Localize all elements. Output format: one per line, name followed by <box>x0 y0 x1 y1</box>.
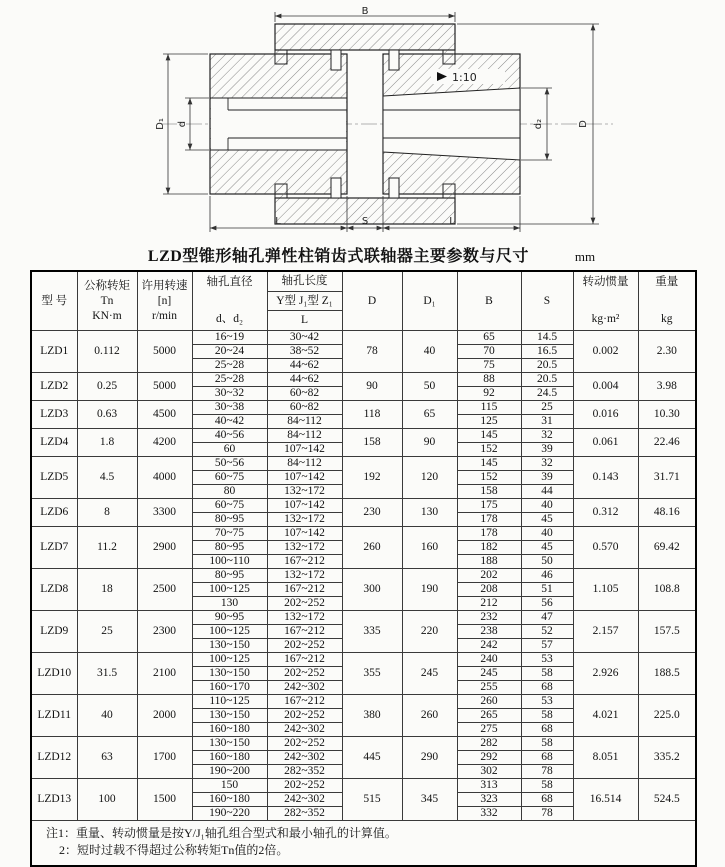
weight-cell: 108.8 <box>638 569 696 611</box>
inertia-cell: 0.570 <box>573 527 638 569</box>
length-range-cell: 30~42 <box>267 331 342 345</box>
speed-cell: 5000 <box>137 331 192 373</box>
torque-cell: 4.5 <box>77 457 137 499</box>
length-range-cell: 202~252 <box>267 597 342 611</box>
speed-cell: 2300 <box>137 611 192 653</box>
gap-S-cell: 39 <box>521 471 573 485</box>
torque-cell: 0.25 <box>77 373 137 401</box>
width-B-cell: 152 <box>457 471 521 485</box>
bore-range-cell: 150 <box>192 779 267 793</box>
bore-range-cell: 100~125 <box>192 583 267 597</box>
bore-range-cell: 100~110 <box>192 555 267 569</box>
inertia-cell: 0.143 <box>573 457 638 499</box>
bore-range-cell: 20~24 <box>192 345 267 359</box>
width-B-cell: 275 <box>457 723 521 737</box>
width-B-cell: 178 <box>457 527 521 541</box>
diameter-D1-cell: 260 <box>402 695 457 737</box>
diameter-D1-cell: 220 <box>402 611 457 653</box>
torque-cell: 25 <box>77 611 137 653</box>
width-B-cell: 145 <box>457 429 521 443</box>
model-cell: LZD13 <box>31 779 77 821</box>
gap-S-cell: 56 <box>521 597 573 611</box>
table-body <box>31 331 696 867</box>
table-notes <box>31 821 696 867</box>
header-D: D <box>342 271 402 331</box>
note-line: 注1：重量、转动惯量是按Y/J₁轴孔组合型式和最小轴孔的计算值。 <box>46 826 397 840</box>
length-range-cell: 107~142 <box>267 471 342 485</box>
speed-cell: 4500 <box>137 401 192 429</box>
diameter-D1-cell: 130 <box>402 499 457 527</box>
table-row <box>31 499 696 513</box>
elastic-pin <box>389 50 399 70</box>
header-S: S <box>521 271 573 331</box>
bore-range-cell: 90~95 <box>192 611 267 625</box>
length-range-cell: 107~142 <box>267 443 342 457</box>
length-range-cell: 107~142 <box>267 527 342 541</box>
width-B-cell: 188 <box>457 555 521 569</box>
bore-range-cell: 80~95 <box>192 569 267 583</box>
bore-range-cell: 25~28 <box>192 373 267 387</box>
width-B-cell: 245 <box>457 667 521 681</box>
width-B-cell: 238 <box>457 625 521 639</box>
title-row <box>0 243 725 266</box>
length-range-cell: 44~62 <box>267 373 342 387</box>
weight-cell: 524.5 <box>638 779 696 821</box>
speed-cell: 2900 <box>137 527 192 569</box>
gap-S-cell: 44 <box>521 485 573 499</box>
width-B-cell: 332 <box>457 807 521 821</box>
bore-range-cell: 30~32 <box>192 387 267 401</box>
width-B-cell: 65 <box>457 331 521 345</box>
torque-cell: 0.112 <box>77 331 137 373</box>
length-range-cell: 38~52 <box>267 345 342 359</box>
taper-ratio-label: 1:10 <box>452 71 477 84</box>
weight-cell: 2.30 <box>638 331 696 373</box>
bore-range-cell: 160~180 <box>192 793 267 807</box>
gap-S-cell: 68 <box>521 723 573 737</box>
diameter-D-cell: 260 <box>342 527 402 569</box>
length-range-cell: 132~172 <box>267 513 342 527</box>
diameter-D1-cell: 345 <box>402 779 457 821</box>
model-cell: LZD6 <box>31 499 77 527</box>
width-B-cell: 92 <box>457 387 521 401</box>
weight-cell: 335.2 <box>638 737 696 779</box>
torque-cell: 0.63 <box>77 401 137 429</box>
speed-cell: 5000 <box>137 373 192 401</box>
header-model: 型 号 <box>31 271 77 331</box>
dim-label-B: B <box>361 6 369 17</box>
speed-cell: 3300 <box>137 499 192 527</box>
length-range-cell: 167~212 <box>267 695 342 709</box>
bore-range-cell: 60~75 <box>192 499 267 513</box>
bore-range-cell: 190~200 <box>192 765 267 779</box>
diameter-D-cell: 380 <box>342 695 402 737</box>
width-B-cell: 240 <box>457 653 521 667</box>
length-range-cell: 202~252 <box>267 737 342 751</box>
dim-label-L-right: L <box>449 216 455 227</box>
bore-range-cell: 80 <box>192 485 267 499</box>
dim-label-D1: D₁ <box>155 118 166 130</box>
bore-range-cell: 60 <box>192 443 267 457</box>
dim-label-d2: d₂ <box>533 118 544 130</box>
weight-cell: 157.5 <box>638 611 696 653</box>
diameter-D1-cell: 160 <box>402 527 457 569</box>
length-range-cell: 84~112 <box>267 429 342 443</box>
weight-cell: 188.5 <box>638 653 696 695</box>
gap-S-cell: 47 <box>521 611 573 625</box>
inertia-cell: 2.157 <box>573 611 638 653</box>
width-B-cell: 242 <box>457 639 521 653</box>
width-B-cell: 282 <box>457 737 521 751</box>
gap-S-cell: 14.5 <box>521 331 573 345</box>
table-row <box>31 331 696 345</box>
coupling-drawing <box>135 6 635 241</box>
table-row <box>31 527 696 541</box>
diameter-D-cell: 192 <box>342 457 402 499</box>
table-row <box>31 695 696 709</box>
gap-S-cell: 68 <box>521 681 573 695</box>
bore-range-cell: 50~56 <box>192 457 267 471</box>
diameter-D1-cell: 190 <box>402 569 457 611</box>
torque-cell: 31.5 <box>77 653 137 695</box>
torque-cell: 1.8 <box>77 429 137 457</box>
length-range-cell: 84~112 <box>267 415 342 429</box>
gap-S-cell: 52 <box>521 625 573 639</box>
gap-S-cell: 68 <box>521 793 573 807</box>
gap-S-cell: 78 <box>521 765 573 779</box>
length-range-cell: 167~212 <box>267 555 342 569</box>
speed-cell: 4000 <box>137 457 192 499</box>
inertia-cell: 0.002 <box>573 331 638 373</box>
elastic-pin <box>331 178 341 198</box>
bore-range-cell: 100~125 <box>192 625 267 639</box>
width-B-cell: 115 <box>457 401 521 415</box>
speed-cell: 2000 <box>137 695 192 737</box>
length-range-cell: 202~252 <box>267 639 342 653</box>
gap-S-cell: 16.5 <box>521 345 573 359</box>
left-hub <box>210 54 347 194</box>
length-range-cell: 282~352 <box>267 765 342 779</box>
gap-S-cell: 45 <box>521 541 573 555</box>
torque-cell: 63 <box>77 737 137 779</box>
width-B-cell: 212 <box>457 597 521 611</box>
width-B-cell: 182 <box>457 541 521 555</box>
model-cell: LZD7 <box>31 527 77 569</box>
bore-range-cell: 190~220 <box>192 807 267 821</box>
gap-S-cell: 58 <box>521 737 573 751</box>
length-range-cell: 107~142 <box>267 499 342 513</box>
table-row <box>31 429 696 443</box>
bore-range-cell: 110~125 <box>192 695 267 709</box>
bore-range-cell: 100~125 <box>192 653 267 667</box>
model-cell: LZD10 <box>31 653 77 695</box>
inertia-cell: 0.312 <box>573 499 638 527</box>
speed-cell: 1700 <box>137 737 192 779</box>
gap-S-cell: 32 <box>521 457 573 471</box>
length-range-cell: 167~212 <box>267 653 342 667</box>
inertia-cell: 2.926 <box>573 653 638 695</box>
length-range-cell: 202~252 <box>267 709 342 723</box>
gap-S-cell: 31 <box>521 415 573 429</box>
spec-table <box>30 270 697 867</box>
length-range-cell: 132~172 <box>267 485 342 499</box>
width-B-cell: 178 <box>457 513 521 527</box>
gap-S-cell: 20.5 <box>521 373 573 387</box>
gap-S-cell: 24.5 <box>521 387 573 401</box>
length-range-cell: 242~302 <box>267 793 342 807</box>
inertia-cell: 0.004 <box>573 373 638 401</box>
inertia-cell: 0.061 <box>573 429 638 457</box>
weight-cell: 225.0 <box>638 695 696 737</box>
inertia-cell: 4.021 <box>573 695 638 737</box>
dim-label-S: S <box>361 216 369 227</box>
gap-S-cell: 20.5 <box>521 359 573 373</box>
inertia-cell: 16.514 <box>573 779 638 821</box>
table-row <box>31 401 696 415</box>
coupling-cross-section <box>135 6 635 236</box>
length-range-cell: 60~82 <box>267 387 342 401</box>
width-B-cell: 302 <box>457 765 521 779</box>
diameter-D1-cell: 65 <box>402 401 457 429</box>
width-B-cell: 208 <box>457 583 521 597</box>
header-speed: 许用转速 [n] r/min <box>137 271 192 331</box>
length-range-cell: 242~302 <box>267 723 342 737</box>
diameter-D-cell: 355 <box>342 653 402 695</box>
torque-cell: 100 <box>77 779 137 821</box>
table-row <box>31 779 696 793</box>
model-cell: LZD3 <box>31 401 77 429</box>
bore-range-cell: 70~75 <box>192 527 267 541</box>
inertia-cell: 0.016 <box>573 401 638 429</box>
document-page <box>0 6 725 857</box>
width-B-cell: 75 <box>457 359 521 373</box>
gap-S-cell: 39 <box>521 443 573 457</box>
weight-cell: 3.98 <box>638 373 696 401</box>
note-line: 2：短时过载不得超过公称转矩Tn值的2倍。 <box>59 843 289 857</box>
length-range-cell: 167~212 <box>267 583 342 597</box>
diameter-D1-cell: 245 <box>402 653 457 695</box>
model-cell: LZD11 <box>31 695 77 737</box>
dim-label-D: D <box>578 120 589 128</box>
speed-cell: 4200 <box>137 429 192 457</box>
gap-S-cell: 53 <box>521 653 573 667</box>
model-cell: LZD5 <box>31 457 77 499</box>
gap-S-cell: 58 <box>521 709 573 723</box>
weight-cell: 69.42 <box>638 527 696 569</box>
header-inertia: 转动惯量 kg·m² <box>573 271 638 331</box>
width-B-cell: 158 <box>457 485 521 499</box>
width-B-cell: 232 <box>457 611 521 625</box>
diameter-D-cell: 118 <box>342 401 402 429</box>
diameter-D-cell: 515 <box>342 779 402 821</box>
bore-range-cell: 40~42 <box>192 415 267 429</box>
weight-cell: 48.16 <box>638 499 696 527</box>
elastic-pin <box>331 50 341 70</box>
diameter-D1-cell: 40 <box>402 331 457 373</box>
model-cell: LZD9 <box>31 611 77 653</box>
length-range-cell: 202~252 <box>267 667 342 681</box>
gap-S-cell: 50 <box>521 555 573 569</box>
diameter-D1-cell: 290 <box>402 737 457 779</box>
bore-range-cell: 40~56 <box>192 429 267 443</box>
torque-cell: 8 <box>77 499 137 527</box>
width-B-cell: 323 <box>457 793 521 807</box>
torque-cell: 11.2 <box>77 527 137 569</box>
bore-range-cell: 130~150 <box>192 667 267 681</box>
diameter-D1-cell: 120 <box>402 457 457 499</box>
table-row <box>31 373 696 387</box>
diameter-D1-cell: 50 <box>402 373 457 401</box>
model-cell: LZD2 <box>31 373 77 401</box>
bore-range-cell: 160~170 <box>192 681 267 695</box>
width-B-cell: 125 <box>457 415 521 429</box>
bore-range-cell: 60~75 <box>192 471 267 485</box>
model-cell: LZD1 <box>31 331 77 373</box>
length-range-cell: 242~302 <box>267 751 342 765</box>
bore-range-cell: 80~95 <box>192 513 267 527</box>
width-B-cell: 70 <box>457 345 521 359</box>
length-range-cell: 132~172 <box>267 569 342 583</box>
diameter-D-cell: 90 <box>342 373 402 401</box>
bore-range-cell: 16~19 <box>192 331 267 345</box>
width-B-cell: 202 <box>457 569 521 583</box>
width-B-cell: 175 <box>457 499 521 513</box>
width-B-cell: 88 <box>457 373 521 387</box>
elastic-pin <box>389 178 399 198</box>
width-B-cell: 255 <box>457 681 521 695</box>
gap-S-cell: 32 <box>521 429 573 443</box>
inertia-cell: 8.051 <box>573 737 638 779</box>
table-row <box>31 653 696 667</box>
bore-range-cell: 130~150 <box>192 737 267 751</box>
bore-range-cell: 130~150 <box>192 639 267 653</box>
bore-range-cell: 130 <box>192 597 267 611</box>
header-D1: D₁ <box>402 271 457 331</box>
bore-range-cell: 160~180 <box>192 723 267 737</box>
header-bore: 轴孔直径 d、d₂ <box>192 271 267 331</box>
gap-S-cell: 51 <box>521 583 573 597</box>
inertia-cell: 1.105 <box>573 569 638 611</box>
width-B-cell: 292 <box>457 751 521 765</box>
model-cell: LZD8 <box>31 569 77 611</box>
length-range-cell: 44~62 <box>267 359 342 373</box>
dim-label-d: d <box>177 120 188 128</box>
torque-cell: 18 <box>77 569 137 611</box>
length-range-cell: 202~252 <box>267 779 342 793</box>
gap-S-cell: 58 <box>521 779 573 793</box>
length-range-cell: 132~172 <box>267 611 342 625</box>
width-B-cell: 260 <box>457 695 521 709</box>
table-row <box>31 611 696 625</box>
width-B-cell: 152 <box>457 443 521 457</box>
gap-S-cell: 78 <box>521 807 573 821</box>
table-row <box>31 569 696 583</box>
gap-S-cell: 40 <box>521 499 573 513</box>
gap-S-cell: 53 <box>521 695 573 709</box>
header-weight: 重量 kg <box>638 271 696 331</box>
length-range-cell: 60~82 <box>267 401 342 415</box>
gap-S-cell: 25 <box>521 401 573 415</box>
model-cell: LZD12 <box>31 737 77 779</box>
weight-cell: 31.71 <box>638 457 696 499</box>
gap-S-cell: 57 <box>521 639 573 653</box>
length-range-cell: 282~352 <box>267 807 342 821</box>
diameter-D-cell: 230 <box>342 499 402 527</box>
taper-annotation <box>431 69 505 84</box>
bore-range-cell: 25~28 <box>192 359 267 373</box>
table-header <box>31 271 696 331</box>
length-range-cell: 167~212 <box>267 625 342 639</box>
length-range-cell: 242~302 <box>267 681 342 695</box>
gap-S-cell: 58 <box>521 667 573 681</box>
page-title: LZD型锥形轴孔弹性柱销齿式联轴器主要参数与尺寸 <box>147 248 529 265</box>
gap-S-cell: 40 <box>521 527 573 541</box>
dim-label-L-left: L <box>275 216 281 227</box>
table-row <box>31 737 696 751</box>
width-B-cell: 313 <box>457 779 521 793</box>
bore-range-cell: 30~38 <box>192 401 267 415</box>
diameter-D-cell: 445 <box>342 737 402 779</box>
length-range-cell: 84~112 <box>267 457 342 471</box>
header-length: 轴孔长度 Y型 J₁型 Z₁ L <box>267 271 342 331</box>
speed-cell: 2500 <box>137 569 192 611</box>
diameter-D-cell: 78 <box>342 331 402 373</box>
gap-S-cell: 46 <box>521 569 573 583</box>
width-B-cell: 145 <box>457 457 521 471</box>
width-B-cell: 265 <box>457 709 521 723</box>
weight-cell: 10.30 <box>638 401 696 429</box>
diameter-D1-cell: 90 <box>402 429 457 457</box>
diameter-D-cell: 158 <box>342 429 402 457</box>
bore-range-cell: 160~180 <box>192 751 267 765</box>
unit-label: mm <box>574 249 596 264</box>
speed-cell: 2100 <box>137 653 192 695</box>
header-B: B <box>457 271 521 331</box>
gap-S-cell: 68 <box>521 751 573 765</box>
bore-range-cell: 80~95 <box>192 541 267 555</box>
table-row <box>31 457 696 471</box>
notes-row <box>31 821 696 867</box>
diameter-D-cell: 300 <box>342 569 402 611</box>
torque-cell: 40 <box>77 695 137 737</box>
bore-range-cell: 130~150 <box>192 709 267 723</box>
header-torque: 公称转矩 Tn KN·m <box>77 271 137 331</box>
weight-cell: 22.46 <box>638 429 696 457</box>
model-cell: LZD4 <box>31 429 77 457</box>
speed-cell: 1500 <box>137 779 192 821</box>
diameter-D-cell: 335 <box>342 611 402 653</box>
gap-S-cell: 45 <box>521 513 573 527</box>
length-range-cell: 132~172 <box>267 541 342 555</box>
